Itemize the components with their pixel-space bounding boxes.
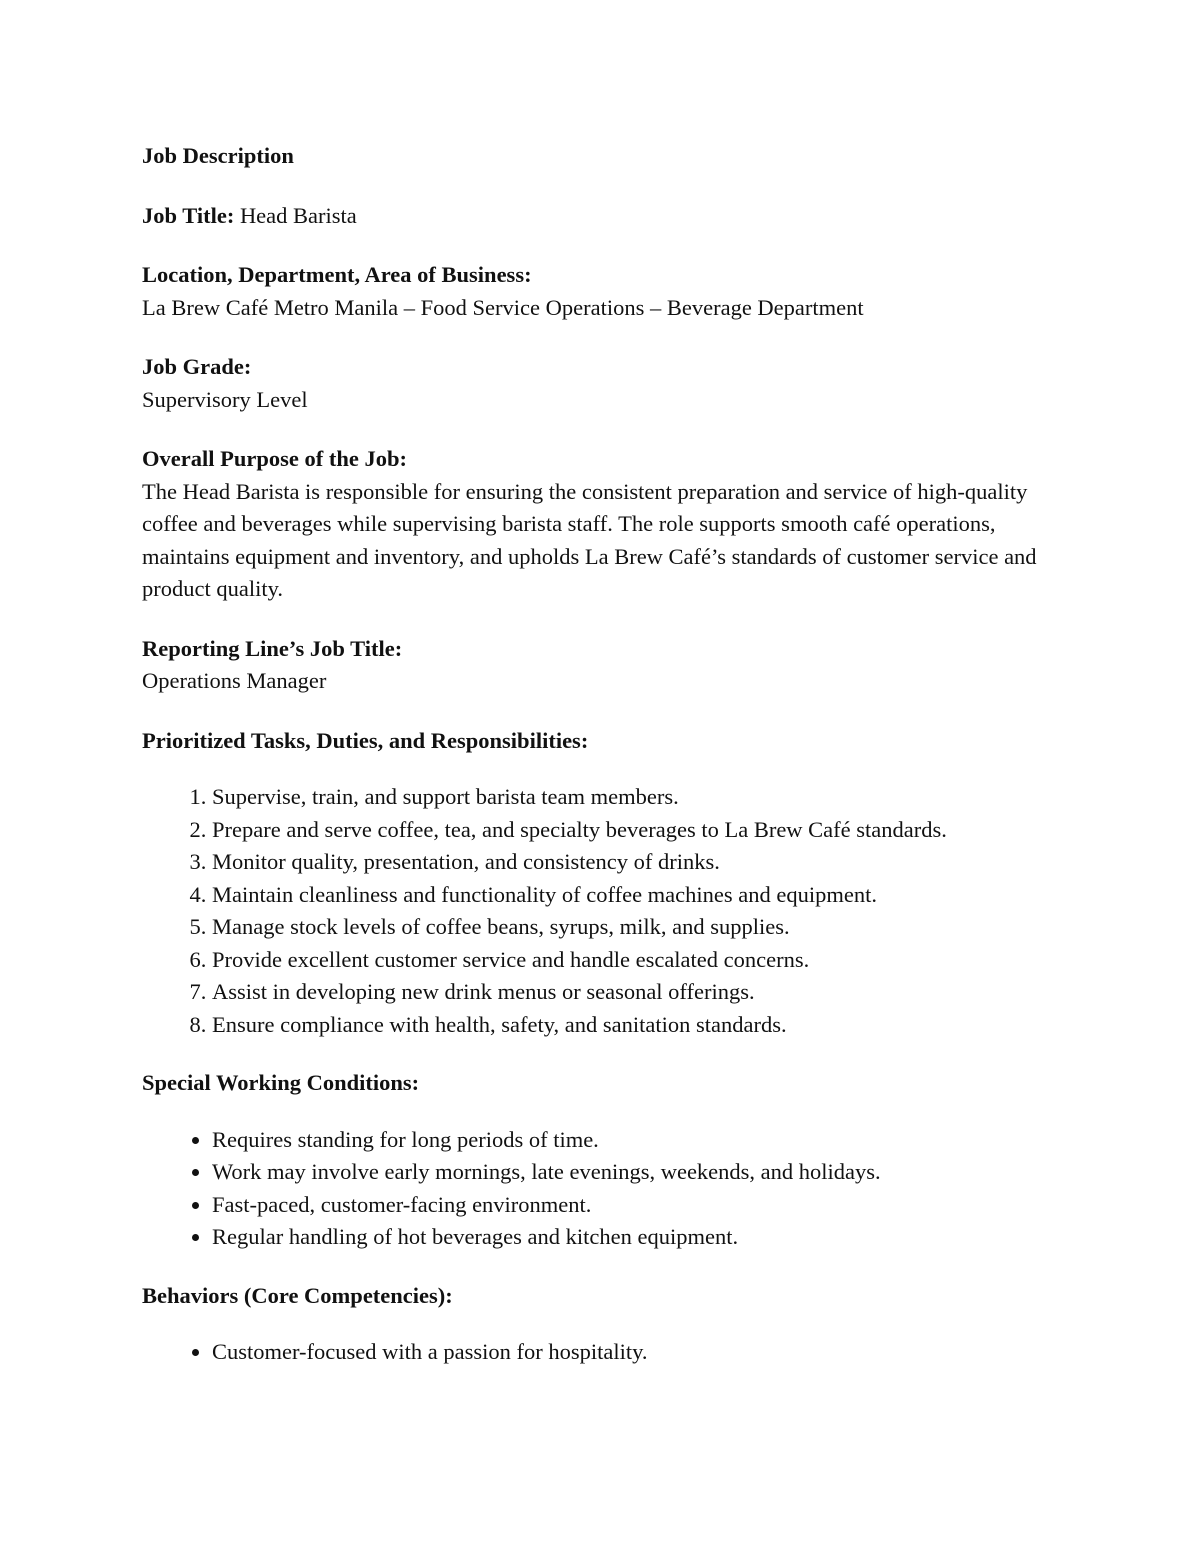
purpose-section — [142, 443, 1072, 606]
list-item: • Work may involve early mornings, late evenings, weekends, and holidays. — [212, 1156, 1072, 1189]
job-grade-value: Supervisory Level — [142, 386, 308, 412]
list-item: 3. Monitor quality, presentation, and consistency of drinks. — [212, 846, 1072, 879]
purpose-label: Overall Purpose of the Job: — [142, 446, 407, 471]
list-item: 8. Ensure compliance with health, safety, and sanitation standards. — [212, 1009, 1072, 1042]
list-item: 1. Supervise, train, and support barista team members. — [212, 781, 1072, 814]
document-title: Job Description — [142, 143, 294, 168]
location-label: Location, Department, Area of Business: — [142, 262, 532, 287]
list-item: 2. Prepare and serve coffee, tea, and specialty beverages to La Brew Café standards. — [212, 814, 1072, 847]
location-section — [142, 259, 1072, 324]
list-item: • Regular handling of hot beverages and kitchen equipment. — [212, 1221, 1072, 1254]
list-item: 6. Provide excellent customer service and handle escalated concerns. — [212, 944, 1072, 977]
job-grade-label: Job Grade: — [142, 354, 252, 379]
job-title-label: Job Title: — [142, 202, 235, 228]
list-item: • Requires standing for long periods of time. — [212, 1124, 1072, 1157]
job-title-section — [142, 200, 1072, 233]
reporting-value: Operations Manager — [142, 668, 327, 693]
conditions-label: Special Working Conditions: — [142, 1070, 420, 1095]
purpose-value: The Head Barista is responsible for ensuring the consistent preparation and service of high-quality coffee and beverages while supervising barista staff. The role supports smooth café operations, maintains equipment and inventory, and upholds La Brew Café’s standards of customer service and product quality. — [142, 478, 1037, 601]
list-item: 5. Manage stock levels of coffee beans, syrups, milk, and supplies. — [212, 911, 1072, 944]
behaviors-label: Behaviors (Core Competencies): — [142, 1282, 453, 1308]
reporting-section — [142, 633, 1072, 698]
conditions-list — [142, 1124, 1072, 1254]
reporting-label: Reporting Line’s Job Title: — [142, 635, 403, 661]
behaviors-list — [142, 1336, 1072, 1369]
job-grade-section — [142, 351, 1072, 416]
list-item: • Fast-paced, customer-facing environment. — [212, 1189, 1072, 1222]
list-item: 7. Assist in developing new drink menus or seasonal offerings. — [212, 976, 1072, 1009]
tasks-list — [142, 781, 1072, 1041]
list-item: • Customer-focused with a passion for hospitality. — [212, 1336, 1072, 1369]
location-value: La Brew Café Metro Manila – Food Service Operations – Beverage Department — [142, 294, 864, 320]
tasks-label: Prioritized Tasks, Duties, and Responsibilities: — [142, 727, 589, 753]
list-item: 4. Maintain cleanliness and functionality of coffee machines and equipment. — [212, 879, 1072, 912]
job-title-value: Head Barista — [239, 202, 357, 228]
document-page — [142, 140, 1072, 1395]
